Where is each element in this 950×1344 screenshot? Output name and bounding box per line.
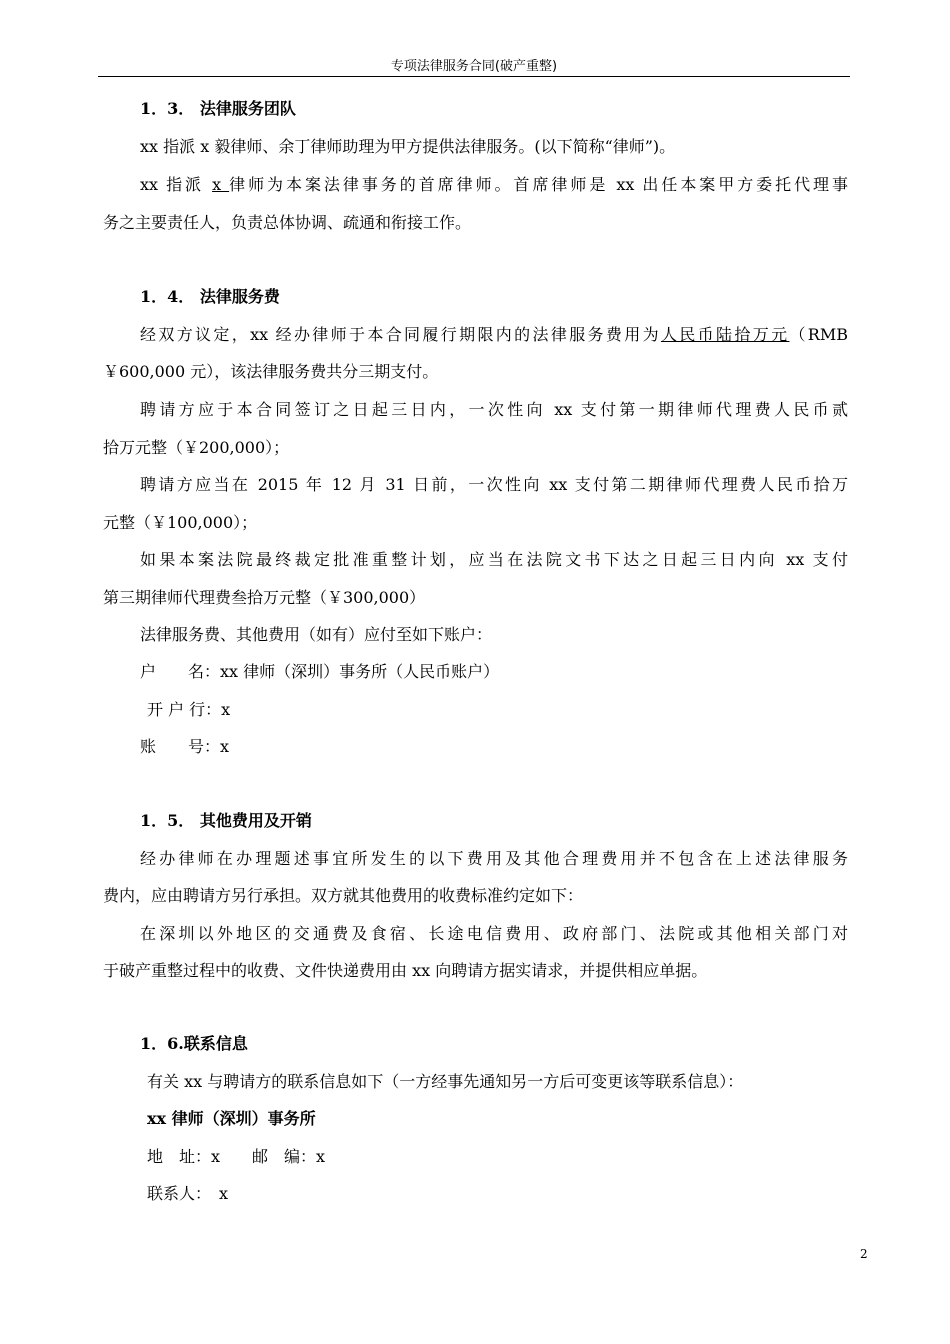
section-heading-1-4: 1．4． 法律服务费 — [140, 287, 280, 306]
paragraph: 有关 xx 与聘请方的联系信息如下（一方经事先通知另一方后可变更该等联系信息）： — [147, 1072, 744, 1091]
paragraph: 经办律师在办理题述事宜所发生的以下费用及其他合理费用并不包含在上述法律服务 — [140, 849, 848, 868]
paragraph: xx 指派 x 毅律师、余丁律师助理为甲方提供法律服务。(以下简称“律师”)。 — [140, 137, 676, 156]
page-number: 2 — [860, 1247, 868, 1261]
address-line: 地 址：x 邮 编：x — [147, 1147, 326, 1166]
account-name: 户 名：xx 律师（深圳）事务所（人民币账户） — [140, 662, 500, 681]
paragraph-continued: 拾万元整（￥200,000）； — [103, 438, 290, 457]
text-run: 律师为本案法律事务的首席律师。首席律师是 xx 出任本案甲方委托代理事 — [229, 175, 848, 194]
text-run: xx 指派 — [140, 175, 213, 194]
paragraph-continued: 第三期律师代理费叁拾万元整（￥300,000） — [103, 588, 426, 607]
section-heading-1-3: 1．3． 法律服务团队 — [140, 99, 296, 118]
paragraph: 聘请方应当在 2015 年 12 月 31 日前，一次性向 xx 支付第二期律师代理费人民币拾万 — [140, 475, 848, 494]
section-heading-1-5: 1．5． 其他费用及开销 — [140, 811, 312, 830]
underlined-text: 人民币陆拾万元 — [660, 325, 790, 344]
text-run: 经双方议定，xx 经办律师于本合同履行期限内的法律服务费用为 — [140, 325, 661, 344]
paragraph-continued: 费内，应由聘请方另行承担。双方就其他费用的收费标准约定如下： — [103, 886, 584, 905]
paragraph-continued: 元整（￥100,000）； — [103, 513, 258, 532]
account-number: 账 号：x — [140, 737, 230, 756]
bank-name: 开 户 行：x — [147, 700, 231, 719]
paragraph: 在深圳以外地区的交通费及食宿、长途电信费用、政府部门、法院或其他相关部门对 — [140, 924, 848, 943]
underlined-text: x — [212, 175, 230, 194]
paragraph: 法律服务费、其他费用（如有）应付至如下账户： — [140, 625, 493, 644]
paragraph-continued: ￥600,000 元），该法律服务费共分三期支付。 — [103, 362, 439, 381]
firm-name: xx 律师（深圳）事务所 — [147, 1109, 316, 1128]
paragraph-continued: 务之主要责任人，负责总体协调、疏通和衔接工作。 — [103, 213, 472, 232]
paragraph-continued: 于破产重整过程中的收费、文件快递费用由 xx 向聘请方据实请求，并提供相应单据。 — [103, 961, 708, 980]
paragraph: 聘请方应于本合同签订之日起三日内，一次性向 xx 支付第一期律师代理费人民币贰 — [140, 400, 848, 419]
contact-line: 联系人： x — [147, 1184, 229, 1203]
paragraph — [140, 324, 848, 346]
header-rule — [98, 76, 850, 77]
section-heading-1-6: 1．6.联系信息 — [140, 1034, 248, 1053]
paragraph: 如果本案法院最终裁定批准重整计划，应当在法院文书下达之日起三日内向 xx 支付 — [140, 550, 848, 569]
paragraph — [140, 174, 848, 196]
page-header: 专项法律服务合同(破产重整) — [390, 59, 558, 74]
text-run: （RMB — [789, 325, 848, 344]
